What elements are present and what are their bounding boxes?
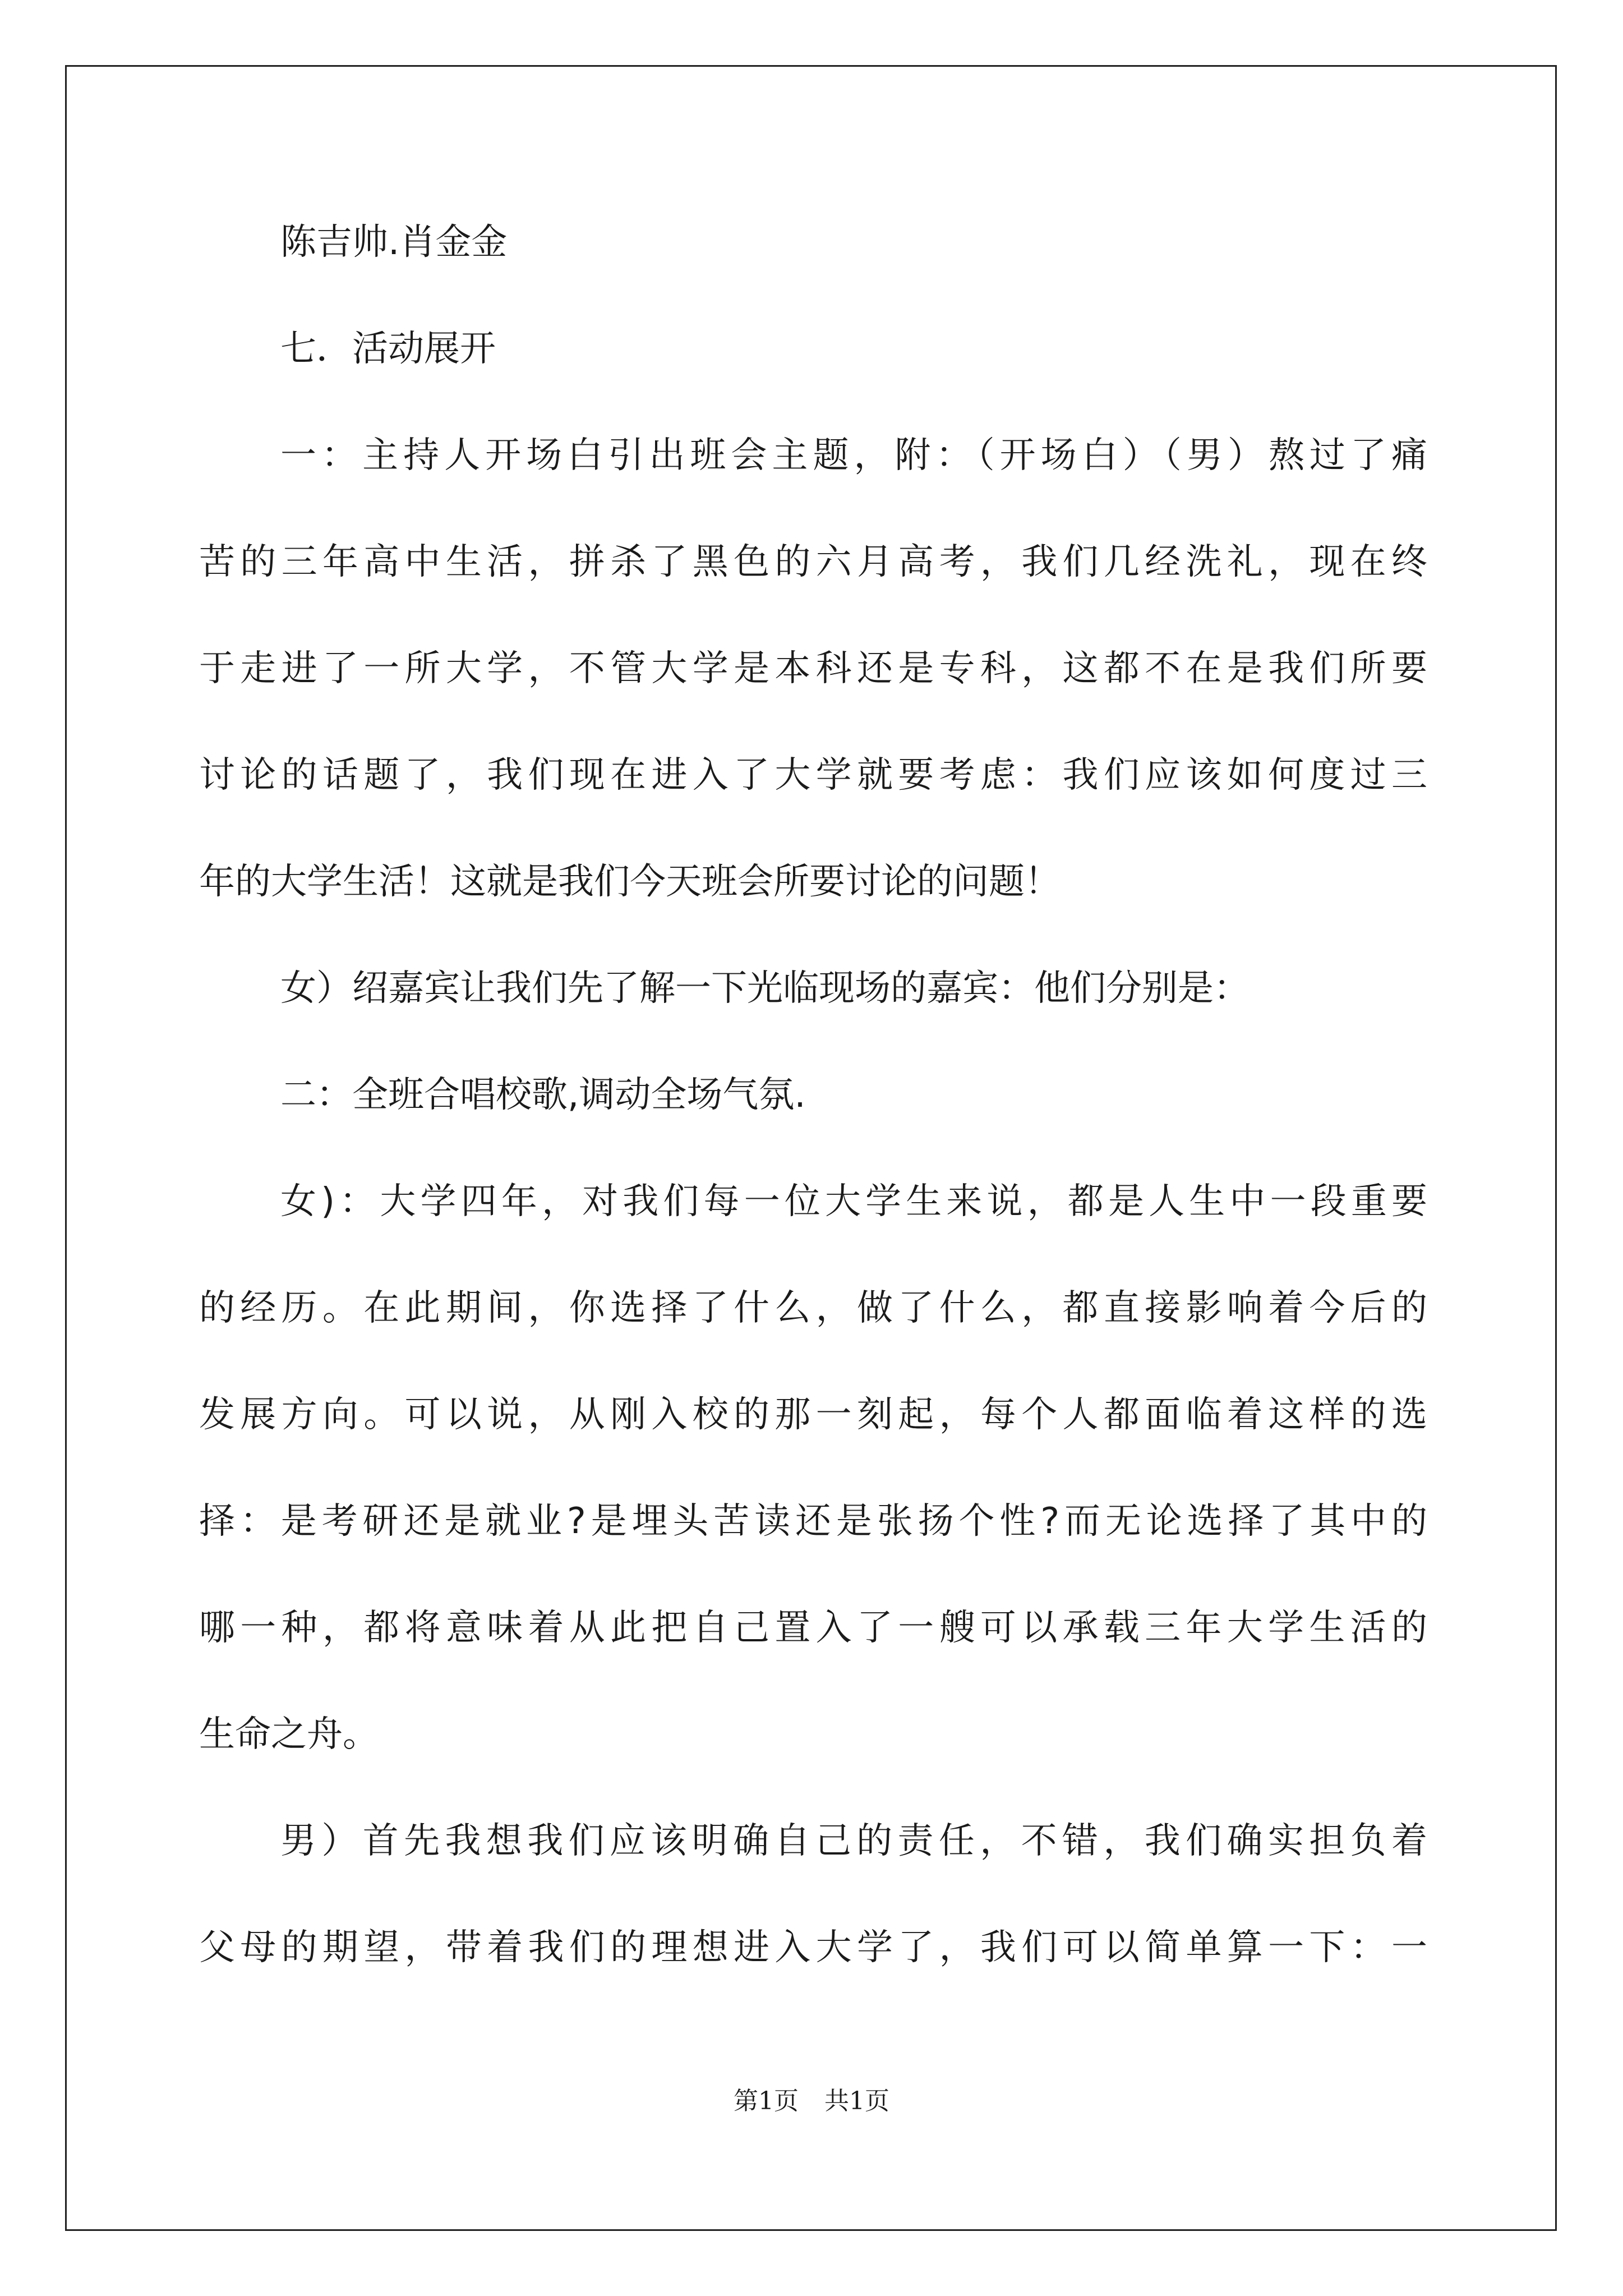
page-border	[65, 65, 1557, 2231]
text-line: 择：是考研还是就业?是埋头苦读还是张扬个性?而无论选择了其中的	[199, 1501, 1427, 1542]
text-line: 一：主持人开场白引出班会主题，附：（开场白）（男）熬过了痛	[280, 435, 1427, 476]
text-line: 讨论的话题了，我们现在进入了大学就要考虑：我们应该如何度过三	[199, 754, 1427, 796]
text-line: 七．活动展开	[280, 328, 496, 370]
text-line: 父母的期望，带着我们的理想进入大学了，我们可以简单算一下：一	[199, 1927, 1427, 1968]
page-footer	[0, 2085, 1623, 2118]
text-line: 男）首先我想我们应该明确自己的责任，不错，我们确实担负着	[280, 1820, 1427, 1862]
text-line: 女）绍嘉宾让我们先了解一下光临现场的嘉宾：他们分别是：	[280, 968, 1249, 1009]
page-number-current: 第1页	[734, 2087, 799, 2115]
text-line: 发展方向。可以说，从刚入校的那一刻起，每个人都面临着这样的选	[199, 1394, 1427, 1435]
text-line: 苦的三年高中生活，拼杀了黑色的六月高考，我们几经洗礼，现在终	[199, 541, 1427, 583]
text-line: 二：全班合唱校歌,调动全场气氛.	[280, 1074, 806, 1116]
text-line: 女)：大学四年，对我们每一位大学生来说，都是人生中一段重要	[280, 1181, 1427, 1222]
text-line: 陈吉帅.肖金金	[280, 222, 508, 263]
page-number-total: 共1页	[824, 2087, 889, 2115]
text-line: 年的大学生活！这就是我们今天班会所要讨论的问题！	[199, 861, 1061, 903]
text-line: 哪一种，都将意味着从此把自己置入了一艘可以承载三年大学生活的	[199, 1607, 1427, 1649]
text-line: 生命之舟。	[199, 1714, 379, 1755]
text-line: 的经历。在此期间，你选择了什么，做了什么，都直接影响着今后的	[199, 1287, 1427, 1329]
text-line: 于走进了一所大学，不管大学是本科还是专科，这都不在是我们所要	[199, 648, 1427, 689]
